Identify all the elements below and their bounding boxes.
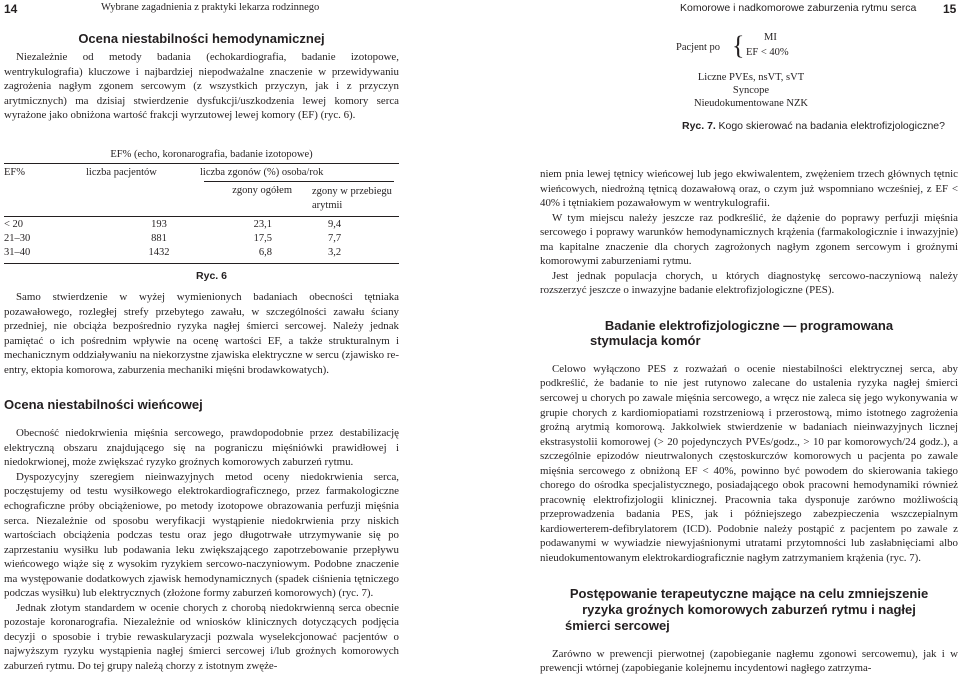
figure-7-caption — [682, 120, 945, 132]
col-header-patients: liczba pacjentów — [86, 167, 157, 178]
paragraph: Samo stwierdzenie w wyżej wymienionych badaniach obecności tętniaka pozawałowego, rozległej strefy przebytego zawału, w szczególności zawału ściany przedniej, nie obciąża bezpośrednio ryzyka nagłej śmierci sercowej. Należy jednak pamiętać o ich pośrednim wpływie na ocenę wartości EF, a także strukturalnym i mechanicznym oddziaływaniu na niekorzystne zjawiska elektryczne w sercu (zjawisko re-entry, ektopia komorowa, zaburzenia mechaniki mięśni brodawkowatych). — [4, 291, 399, 376]
table-row — [4, 233, 399, 247]
figure-6 — [4, 149, 399, 282]
col-header-arrhythmic-deaths: zgony w przebiegu arytmii — [312, 186, 392, 211]
cell-total-deaths: 23,1 — [253, 219, 272, 230]
figure-7-caption-text: Kogo skierować na badania elektrofizjologiczne? — [718, 120, 945, 132]
paragraph: Niezależnie od metody badania (echokardiografia, badanie izotopowe, wentrykulografia) kluczowe i najbardziej niepodważalne znaczenie w przewidywaniu zagrożenia nagłym zgonem sercowym (z wszystkich przyczyn, jak i z przyczyn arytmicznych) ma dzisiaj stwierdzenie dysfukcji/uszkodzenia lewej komory serca wyrażone jako obniżona wartość frakcji wyrzutowej lewej komory (EF) (ryc. 6). — [4, 51, 399, 122]
table-rule — [4, 216, 399, 217]
paragraph: Zarówno w prewencji pierwotnej (zapobieganie nagłemu zgonowi sercowemu), jak i w prewencji wtórnej (zapobieganie kolejnemu incydentowi nagłego zatrzyma- — [540, 647, 958, 675]
right-column-text — [540, 167, 958, 676]
figure-7-criteria — [626, 71, 876, 110]
section-title-electrophysiology: Badanie elektrofizjologiczne — programowana stymulacja komór — [590, 317, 894, 349]
col-header-total-deaths: zgony ogółem — [232, 185, 292, 196]
ef-mortality-rows — [4, 219, 399, 261]
paragraph: niem pnia lewej tętnicy wieńcowej lub jego ekwiwalentem, zwężeniem trzech głównych tętnic wieńcowych, niedrożną tętnicą dozawałową oraz, o czym już wspomniano wcześniej, z EF < 40% i tętniakiem pozawałowym w wentrykulografii. — [540, 168, 958, 210]
paragraph: W tym miejscu należy jeszcze raz podkreślić, że dążenie do poprawy perfuzji mięśnia sercowego i poprawy warunków hemodynamicznych krążenia (farmakologicznie i inwazyjnie) ma kapitalne znaczenie dla chorych zagrożonych nagłym zgonem sercowym i groźnymi komorowymi zaburzeniami rytmu. — [540, 211, 958, 268]
cell-arrhythmic-deaths: 9,4 — [328, 219, 342, 230]
table-rule — [4, 263, 399, 264]
cell-patients: 881 — [151, 233, 167, 244]
cell-total-deaths: 17,5 — [253, 233, 272, 244]
paragraph: Celowo wyłączono PES z rozważań o ocenie niestabilności elektrycznej serca, aby podkreślić, że badanie to nie jest rutynowo zalecane do ustalenia ryzyka nagłej śmierci sercowej u chorych po zawale mięśnia sercowego, a wręcz nie zaleca się jego wykonywania w grupie chorych z kardiomiopatiami rozstrzeniową i przerostową, mimo istotnego zagrożenia groźną arytmią komorową. Jakkolwiek stwierdzenie w badaniach nieinwazyjnych licznej ekstrasystolii komorowej (> 20 pojedynczych PVEs/godz., > 10 par komorowych/24 godz.), a szczególnie epizodów nieutrwalonych częstoskurczów komorowych u pacjenta po zawale mięśnia sercowego z obniżoną EF < 40%, powinno być powodem do skierowania takiego chorego do ośrodka specjalistycznego, posiadającego obok pracowni hemodynamiki również pracownię elektrofizjologii klinicznej. Pracownia taka dysponuje zarówno możliwością przeprowadzenia badania PES, jak i późniejszego zabezpieczenia wszczepialnym kardiowerterem-defibrylatorem (ICD). Podobnie należy postąpić z pacjentem po zawale z podawanymi w wywiadzie niewyjaśnionymi utratami przytomności lub zasłabnięciami albo nieudokumentowanym elektrokardiograficznie nagłym zatrzymaniem krążenia (ryc. 7). — [540, 362, 958, 565]
section-title-coronary: Ocena niestabilności wieńcowej — [4, 397, 203, 413]
cell-arrhythmic-deaths: 7,7 — [328, 233, 342, 244]
figure-7-option-ef: EF < 40% — [746, 47, 789, 58]
section-title-hemodynamic: Ocena niestabilności hemodynamicznej — [78, 31, 325, 46]
section-title-therapy: Postępowanie terapeutyczne mające na celu zmniejszenie ryzyka groźnych komorowych zaburzeń rytmu i nagłej śmierci sercowej — [565, 585, 929, 633]
col-header-deaths: liczba zgonów (%) osoba/rok — [200, 167, 324, 178]
paragraph: Jednak złotym standardem w ocenie chorych z chorobą niedokrwienną serca obecnie pozostaje koronarografia. Niezależnie od wniosków klinicznych dotyczących podjęcia decyzji o sposobie i trybie rewaskularyzacji pozwala wyselekcjonować pacjentów o najwyższym ryzyku wystąpienia nagłej śmierci sercowej i/lub groźnych komorowych zaburzeń rytmu. Do tej grupy należą chorzy z istotnym zwęże- — [4, 601, 399, 673]
paragraph: Obecność niedokrwienia mięśnia sercowego, prawdopodobnie przez destabilizację elektryczną obszaru znajdującego się na pograniczu mięśniówki prawidłowej i niedokrwionej, może zwiększać ryzyko groźnych komorowych zaburzeń rytmu. — [4, 427, 399, 469]
table-row — [4, 247, 399, 261]
criterion: Liczne PVEs, nsVT, sVT — [697, 72, 805, 83]
left-column-text — [4, 290, 399, 674]
paragraph: Dyspozycyjny szeregiem nieinwazyjnych metod oceny niedokrwienia serca, poczęstujemy od testu wysiłkowego elektrokardiograficznego, przez farmakologiczne echograficzne próby obciążeniowe, po metody izotopowe obrazowania perfuzji mięśnia serca. Niezależnie od sposobu weryfikacji wystąpienie niedokrwienia przy niskich wartościach obciążenia podczas testu oraz jego długotrwałe utrzymywanie się po zaprzestaniu wysiłku lub podawania leku zwiększającego zapotrzebowanie przepływu wieńcowego wiąże się z wysokim ryzykiem sercowo-naczyniowym. Podobne znaczenie ma występowanie dodatkowych zjawisk hemodynamicznych (spadek ciśnienia tętniczego podczas wysiłku) lub elektrycznych (złożone formy zaburzeń komorowych) (ryc. 7). — [4, 470, 399, 600]
col-header-ef: EF% — [4, 167, 25, 178]
figure-7-lead: Pacjent po — [676, 42, 721, 53]
left-page-number: 14 — [4, 2, 18, 16]
figure-7-caption-label: Ryc. 7. — [682, 120, 716, 132]
cell-arrhythmic-deaths: 3,2 — [328, 247, 342, 258]
figure-7-option-mi: MI — [764, 32, 777, 43]
cell-ef: 21–30 — [4, 233, 31, 244]
right-page-number: 15 — [943, 2, 957, 16]
figure-7-diagram — [676, 31, 826, 65]
left-running-title: Wybrane zagadnienia z praktyki lekarza rodzinnego — [101, 2, 320, 13]
section-hemodynamic — [4, 31, 399, 123]
cell-patients: 1432 — [148, 247, 170, 258]
criterion: Syncope — [732, 85, 770, 96]
brace-symbol: { — [732, 31, 745, 60]
cell-ef: 31–40 — [4, 247, 31, 258]
figure-6-title: EF% (echo, koronarografia, badanie izotopowe) — [110, 149, 313, 160]
cell-total-deaths: 6,8 — [258, 247, 272, 258]
cell-ef: < 20 — [4, 219, 24, 230]
figure-6-caption: Ryc. 6 — [196, 270, 227, 282]
criterion: Nieudokumentowane NZK — [693, 98, 808, 109]
ef-mortality-table — [4, 164, 399, 181]
paragraph: Jest jednak populacja chorych, u których diagnostykę sercowo-naczyniową należy rozszerzyć jeszcze o inwazyjne badanie elektrofizjologiczne (PES). — [540, 269, 958, 297]
table-row — [4, 219, 399, 233]
cell-patients: 193 — [151, 219, 167, 230]
right-running-title: Komorowe i nadkomorowe zaburzenia rytmu serca — [680, 2, 917, 14]
ef-mortality-subheader — [4, 182, 399, 213]
